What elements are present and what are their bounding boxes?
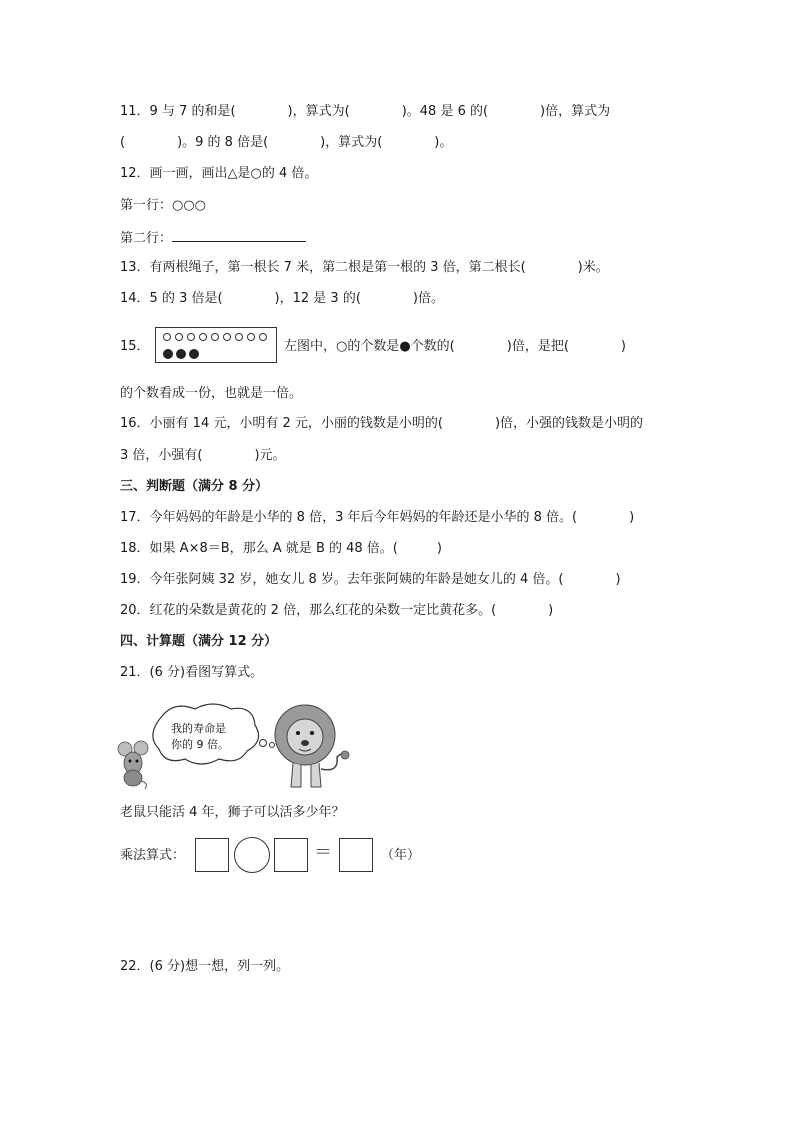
q12-row2 (120, 228, 306, 248)
filled-dot (189, 349, 199, 359)
section-4-heading: 四、计算题（满分 12 分） (120, 634, 278, 649)
open-circle (175, 333, 183, 341)
q18: 18．如果 A×8＝B，那么 A 就是 B 的 48 倍。( ) (120, 541, 442, 556)
q12-row1: 第一行：○○○ (120, 198, 207, 213)
lion-icon (275, 705, 349, 787)
q12-prompt: 12．画一画，画出△是○的 4 倍。 (120, 166, 318, 181)
mouse-icon (118, 741, 148, 789)
q11-line2: ( )。9 的 8 倍是( )，算式为( )。 (120, 135, 453, 150)
open-circle (211, 333, 219, 341)
q16-line2: 3 倍，小强有( )元。 (120, 448, 286, 463)
open-circle (223, 333, 231, 341)
formula-result-box[interactable] (339, 838, 373, 872)
filled-dot (176, 349, 186, 359)
formula-box-1[interactable] (195, 838, 229, 872)
q13: 13．有两根绳子，第一根长 7 米，第二根是第一根的 3 倍，第二根长( )米。 (120, 260, 609, 275)
q15-figure (155, 327, 277, 363)
bubble-line-2: 你的 9 倍。 (171, 738, 229, 751)
q12-row2-label: 第二行： (120, 231, 173, 246)
q15-text: 左图中，○的个数是●个数的( )倍，是把( ) (284, 339, 626, 354)
section-3-heading: 三、判断题（满分 8 分） (120, 479, 269, 494)
q15-line2: 的个数看成一份，也就是一倍。 (120, 386, 303, 401)
filled-dot (163, 349, 173, 359)
equals-sign: ＝ (314, 842, 332, 863)
q20: 20．红花的朵数是黄花的 2 倍，那么红花的朵数一定比黄花多。( ) (120, 603, 554, 618)
q22-prompt: 22．(6 分)想一想，列一列。 (120, 959, 290, 974)
q17: 17．今年妈妈的年龄是小华的 8 倍，3 年后今年妈妈的年龄还是小华的 8 倍。( ) (120, 510, 635, 525)
bubble-line-1: 我的寿命是 (171, 722, 226, 735)
formula-label: 乘法算式： (120, 848, 186, 863)
open-circle (247, 333, 255, 341)
unit-label: （年） (381, 848, 421, 863)
open-circle (187, 333, 195, 341)
open-circle (259, 333, 267, 341)
q21-question: 老鼠只能活 4 年，狮子可以活多少年？ (120, 805, 345, 820)
q19: 19．今年张阿姨 32 岁，她女儿 8 岁。去年张阿姨的年龄是她女儿的 4 倍。( ) (120, 572, 621, 587)
open-circle (235, 333, 243, 341)
q15-number: 15． (120, 339, 150, 354)
q21-illustration (115, 703, 355, 789)
q12-answer-line[interactable] (172, 228, 306, 242)
q14: 14．5 的 3 倍是( )，12 是 3 的( )倍。 (120, 291, 444, 306)
q16-line1: 16．小丽有 14 元，小明有 2 元，小丽的钱数是小明的( )倍，小强的钱数是小明的 (120, 416, 644, 431)
q11-line1: 11．9 与 7 的和是( )，算式为( )。48 是 6 的( )倍，算式为 (120, 104, 611, 119)
formula-box-2[interactable] (274, 838, 308, 872)
speech-bubble (153, 704, 281, 764)
open-circle (199, 333, 207, 341)
q21-prompt: 21．(6 分)看图写算式。 (120, 665, 264, 680)
open-circle (163, 333, 171, 341)
formula-operator-circle[interactable] (234, 837, 270, 873)
